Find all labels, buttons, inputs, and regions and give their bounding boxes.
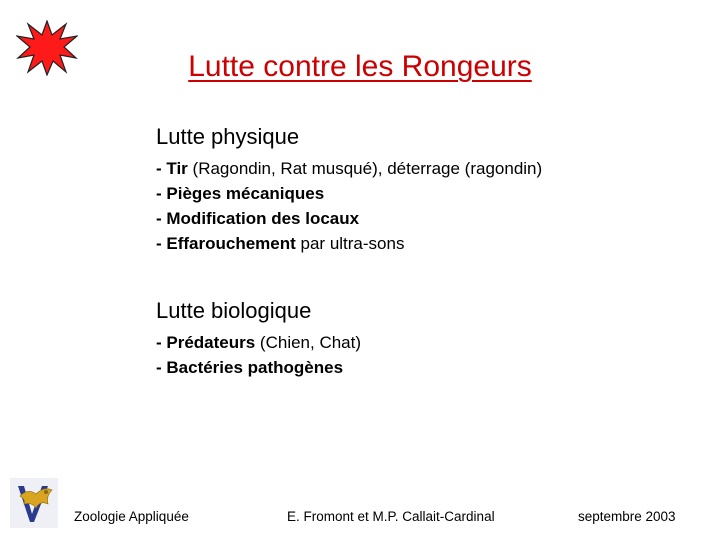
slide-title: Lutte contre les Rongeurs (188, 50, 532, 83)
school-logo-icon (10, 478, 58, 528)
footer-date: septembre 2003 (578, 509, 676, 524)
list-item: - Bactéries pathogènes (156, 358, 344, 377)
list-item: - Modification des locaux (156, 209, 360, 228)
list-item: - Pièges mécaniques (156, 184, 325, 203)
footer-course: Zoologie Appliquée (74, 509, 189, 524)
section-heading: Lutte biologique (156, 298, 312, 323)
list-item: - Prédateurs (Chien, Chat) (156, 333, 362, 352)
list-item: - Tir (Ragondin, Rat musqué), déterrage (ragondin) (156, 159, 543, 178)
section-physical-control (156, 124, 542, 256)
list-item: - Effarouchement par ultra-sons (156, 234, 405, 253)
section-biological-control (156, 298, 361, 380)
section-heading: Lutte physique (156, 124, 300, 149)
footer-authors: E. Fromont et M.P. Callait-Cardinal (287, 509, 495, 524)
